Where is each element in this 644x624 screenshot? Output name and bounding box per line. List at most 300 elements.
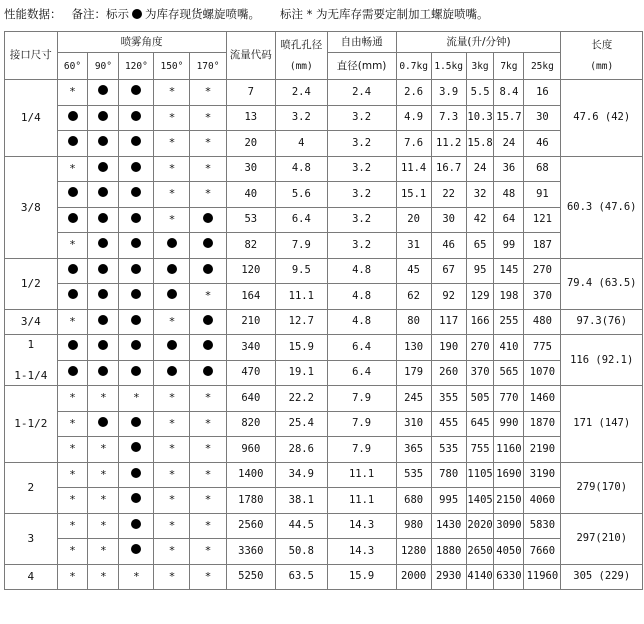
table-row [5,488,643,514]
custom-star-mark: * [100,391,107,405]
flow-rate-cell: 505 [466,386,494,412]
header-length [561,32,643,80]
spray-angle-cell [88,360,119,386]
flow-rate-cell: 95 [466,258,494,284]
flow-rate-cell: 2650 [466,539,494,565]
header-pressure-3kg: 3kg [466,53,494,80]
flow-rate-cell: 565 [494,360,524,386]
spray-angle-cell [57,258,88,284]
spray-angle-cell [57,156,88,182]
spray-angle-cell [57,386,88,412]
spray-angle-cell [190,131,226,157]
length-cell: 297(210) [561,513,643,564]
connection-size-bottom: 1-1/4 [14,369,48,382]
flow-rate-cell: 1690 [494,462,524,488]
custom-star-mark: * [69,161,76,175]
custom-star-mark: * [69,493,76,507]
flow-rate-cell: 45 [396,258,431,284]
spray-angle-cell [88,131,119,157]
custom-star-mark: * [205,187,211,201]
flow-rate-cell: 6330 [494,564,524,590]
custom-star-mark: * [69,238,76,252]
spray-angle-cell [154,284,190,310]
flow-code-cell: 470 [226,360,275,386]
flow-rate-cell: 370 [466,360,494,386]
table-row [5,539,643,565]
spray-angle-cell [190,105,226,131]
spray-angle-cell [88,182,119,208]
flow-rate-cell: 16.7 [431,156,466,182]
flow-code-cell: 340 [226,335,275,361]
flow-rate-cell: 5.5 [466,80,494,106]
orifice-cell: 5.6 [276,182,328,208]
spray-angle-cell [154,335,190,361]
spray-angle-cell [190,182,226,208]
free-passage-cell: 14.3 [327,539,396,565]
spray-angle-cell [88,437,119,463]
spray-angle-cell [154,513,190,539]
connection-size-cell: 2 [5,462,58,513]
spray-angle-cell [57,488,88,514]
spray-angle-cell [88,513,119,539]
spray-angle-cell [57,233,88,259]
spray-angle-cell [154,462,190,488]
stock-dot-icon [131,111,141,121]
header-flow-code: 流量代码 [226,32,275,80]
connection-size-top: 1 [27,338,35,351]
flow-rate-cell: 2190 [524,437,561,463]
spray-angle-cell [119,233,154,259]
table-row [5,182,643,208]
flow-rate-cell: 310 [396,411,431,437]
length-cell: 97.3(76) [561,309,643,335]
flow-rate-cell: 166 [466,309,494,335]
spray-angle-cell [88,539,119,565]
flow-rate-cell: 365 [396,437,431,463]
flow-rate-cell: 775 [524,335,561,361]
performance-note [4,3,489,25]
stock-dot-icon [131,366,141,376]
spray-angle-cell [154,488,190,514]
flow-rate-cell: 535 [431,437,466,463]
orifice-cell: 9.5 [276,258,328,284]
spray-angle-cell [57,564,88,590]
orifice-cell: 3.2 [276,105,328,131]
flow-code-cell: 820 [226,411,275,437]
flow-rate-cell: 270 [466,335,494,361]
flow-code-cell: 1400 [226,462,275,488]
header-angle-90: 90° [88,53,119,80]
note-remark-prefix: 备注：标示 [71,7,129,21]
spray-angle-cell [190,488,226,514]
custom-star-mark: * [169,136,175,150]
custom-star-mark: * [100,518,107,532]
flow-rate-cell: 995 [431,488,466,514]
spray-angle-cell [119,207,154,233]
spray-angle-cell [119,258,154,284]
custom-star-mark: * [205,416,211,430]
spray-angle-cell [57,182,88,208]
flow-rate-cell: 145 [494,258,524,284]
flow-rate-cell: 46 [524,131,561,157]
flow-rate-cell: 4140 [466,564,494,590]
orifice-cell: 6.4 [276,207,328,233]
spray-angle-cell [154,564,190,590]
flow-rate-cell: 67 [431,258,466,284]
spray-angle-cell [119,488,154,514]
table-row [5,105,643,131]
spray-angle-cell [119,335,154,361]
spray-angle-cell [154,258,190,284]
note-remark-suffix: 为库存现货螺旋喷嘴。 [145,7,260,21]
stock-dot-icon [98,315,108,325]
custom-star-mark: * [205,161,211,175]
stock-dot-icon [131,187,141,197]
stock-dot-icon [98,136,108,146]
spray-angle-cell [154,360,190,386]
orifice-cell: 7.9 [276,233,328,259]
header-pressure-25kg: 25kg [524,53,561,80]
connection-size-cell: 1-1/2 [5,386,58,463]
spray-angle-cell [57,462,88,488]
header-flow-rate: 流量(升/分钟) [396,32,561,53]
spray-angle-cell [88,80,119,106]
stock-dot-icon [131,417,141,427]
spray-angle-cell [57,207,88,233]
stock-dot-icon [167,289,177,299]
stock-dot-icon [132,9,142,19]
spray-angle-cell [119,360,154,386]
flow-rate-cell: 270 [524,258,561,284]
stock-dot-icon [131,315,141,325]
table-row [5,437,643,463]
flow-rate-cell: 31 [396,233,431,259]
stock-dot-icon [68,264,78,274]
spray-angle-cell [154,233,190,259]
flow-rate-cell: 130 [396,335,431,361]
custom-star-mark: * [69,391,76,405]
spray-angle-cell [88,207,119,233]
header-pressure-7kg: 7kg [494,53,524,80]
flow-rate-cell: 455 [431,411,466,437]
table-row [5,284,643,310]
flow-rate-cell: 4.9 [396,105,431,131]
length-cell: 305 (229) [561,564,643,590]
custom-star-mark: * [169,569,175,583]
orifice-cell: 22.2 [276,386,328,412]
stock-dot-icon [167,238,177,248]
flow-rate-cell: 480 [524,309,561,335]
flow-rate-cell: 1105 [466,462,494,488]
flow-rate-cell: 3.9 [431,80,466,106]
custom-star-mark: * [100,569,107,583]
custom-star-mark: * [100,544,107,558]
flow-rate-cell: 1430 [431,513,466,539]
stock-dot-icon [68,136,78,146]
custom-star-mark: * [205,467,211,481]
flow-rate-cell: 16 [524,80,561,106]
header-length-unit: (mm) [590,60,614,72]
header-angle-120: 120° [119,53,154,80]
connection-size-cell: 1/4 [5,80,58,157]
stock-dot-icon [131,213,141,223]
free-passage-cell: 3.2 [327,207,396,233]
orifice-cell: 34.9 [276,462,328,488]
custom-star-mark: * [169,110,175,124]
table-row [5,207,643,233]
flow-rate-cell: 2150 [494,488,524,514]
stock-dot-icon [68,213,78,223]
stock-dot-icon [131,238,141,248]
free-passage-cell: 3.2 [327,105,396,131]
free-passage-cell: 11.1 [327,488,396,514]
flow-code-cell: 5250 [226,564,275,590]
stock-dot-icon [98,366,108,376]
spray-angle-cell [57,513,88,539]
spray-angle-cell [88,233,119,259]
flow-rate-cell: 770 [494,386,524,412]
stock-dot-icon [131,442,141,452]
orifice-cell: 44.5 [276,513,328,539]
stock-dot-icon [167,366,177,376]
header-pressure-0-7kg: 0.7kg [396,53,431,80]
custom-star-mark: * [69,314,76,328]
spray-angle-cell [88,335,119,361]
flow-rate-cell: 1280 [396,539,431,565]
header-spray-angle: 喷雾角度 [57,32,226,53]
custom-star-mark: * [169,161,175,175]
flow-rate-cell: 11960 [524,564,561,590]
header-connection-size: 接口尺寸 [5,32,58,80]
custom-star-mark: * [205,569,211,583]
table-row [5,386,643,412]
spray-angle-cell [154,156,190,182]
spray-angle-cell [119,437,154,463]
header-orifice-label: 喷孔孔径 [280,38,323,51]
free-passage-cell: 11.1 [327,462,396,488]
spray-angle-cell [119,309,154,335]
orifice-cell: 11.1 [276,284,328,310]
spray-angle-cell [154,105,190,131]
orifice-cell: 19.1 [276,360,328,386]
table-row [5,335,643,361]
flow-rate-cell: 24 [494,131,524,157]
spray-angle-cell [88,564,119,590]
connection-size-cell: 3/8 [5,156,58,258]
flow-rate-cell: 7.3 [431,105,466,131]
custom-star-mark: * [100,467,107,481]
flow-rate-cell: 3190 [524,462,561,488]
spray-angle-cell [88,105,119,131]
spray-angle-cell [190,309,226,335]
length-cell: 79.4 (63.5) [561,258,643,309]
flow-code-cell: 640 [226,386,275,412]
spray-angle-cell [57,105,88,131]
spray-angle-cell [154,80,190,106]
connection-size-cell: 3/4 [5,309,58,335]
custom-star-mark: * [169,212,175,226]
note-title: 性能数据： [4,7,62,21]
stock-dot-icon [131,519,141,529]
free-passage-cell: 3.2 [327,131,396,157]
stock-dot-icon [68,340,78,350]
stock-dot-icon [98,417,108,427]
custom-star-mark: * [169,314,175,328]
flow-rate-cell: 15.8 [466,131,494,157]
flow-rate-cell: 10.3 [466,105,494,131]
spray-angle-cell [154,182,190,208]
stock-dot-icon [131,289,141,299]
spray-angle-cell [154,131,190,157]
stock-dot-icon [131,340,141,350]
flow-rate-cell: 7.6 [396,131,431,157]
stock-dot-icon [131,85,141,95]
spray-angle-cell [119,284,154,310]
custom-star-mark: * [205,442,211,456]
custom-star-mark: * [169,442,175,456]
orifice-cell: 28.6 [276,437,328,463]
stock-dot-icon [98,85,108,95]
stock-dot-icon [98,111,108,121]
spray-angle-cell [119,386,154,412]
custom-star-mark: * [169,391,175,405]
custom-star-mark: * [205,493,211,507]
custom-star-mark: * [169,544,175,558]
length-cell: 47.6 (42) [561,80,643,157]
spray-angle-cell [154,411,190,437]
custom-star-mark: * [169,518,175,532]
spray-angle-cell [190,513,226,539]
spray-angle-cell [119,462,154,488]
table-row [5,411,643,437]
stock-dot-icon [203,366,213,376]
header-angle-150: 150° [154,53,190,80]
flow-rate-cell: 2.6 [396,80,431,106]
custom-star-mark: * [69,85,76,99]
flow-rate-cell: 260 [431,360,466,386]
flow-rate-cell: 1870 [524,411,561,437]
spray-angle-cell [154,309,190,335]
table-row [5,156,643,182]
stock-dot-icon [203,264,213,274]
spray-angle-cell [88,386,119,412]
flow-code-cell: 960 [226,437,275,463]
free-passage-cell: 4.8 [327,258,396,284]
spray-angle-cell [57,309,88,335]
stock-dot-icon [68,289,78,299]
stock-dot-icon [98,162,108,172]
flow-rate-cell: 46 [431,233,466,259]
flow-rate-cell: 24 [466,156,494,182]
nozzle-spec-table [4,31,643,590]
table-row [5,462,643,488]
spray-angle-cell [119,131,154,157]
flow-code-cell: 82 [226,233,275,259]
flow-rate-cell: 5830 [524,513,561,539]
flow-code-cell: 164 [226,284,275,310]
flow-rate-cell: 20 [396,207,431,233]
flow-code-cell: 20 [226,131,275,157]
stock-dot-icon [167,264,177,274]
spray-angle-cell [154,386,190,412]
custom-star-mark: * [205,391,211,405]
stock-dot-icon [203,238,213,248]
flow-rate-cell: 15.1 [396,182,431,208]
custom-star-mark: * [205,289,211,303]
orifice-cell: 4.8 [276,156,328,182]
flow-rate-cell: 11.2 [431,131,466,157]
flow-code-cell: 7 [226,80,275,106]
custom-star-mark: * [169,467,175,481]
flow-rate-cell: 255 [494,309,524,335]
custom-star-mark: * [100,493,107,507]
spray-angle-cell [119,105,154,131]
stock-dot-icon [98,187,108,197]
flow-rate-cell: 1405 [466,488,494,514]
spray-angle-cell [119,411,154,437]
custom-star-mark: * [205,110,211,124]
table-row [5,80,643,106]
free-passage-cell: 7.9 [327,411,396,437]
stock-dot-icon [203,315,213,325]
spray-angle-cell [88,462,119,488]
spray-angle-cell [190,564,226,590]
spray-angle-cell [88,488,119,514]
custom-star-mark: * [100,442,107,456]
orifice-cell: 38.1 [276,488,328,514]
flow-rate-cell: 198 [494,284,524,310]
header-orifice [276,32,328,80]
flow-rate-cell: 15.7 [494,105,524,131]
custom-star-mark: * [169,416,175,430]
flow-code-cell: 53 [226,207,275,233]
spray-angle-cell [190,156,226,182]
custom-star-mark: * [69,467,76,481]
free-passage-cell: 4.8 [327,309,396,335]
note-remark-custom: 标注 * 为无库存需要定制加工螺旋喷嘴。 [280,7,489,21]
spray-angle-cell [190,335,226,361]
orifice-cell: 50.8 [276,539,328,565]
header-orifice-unit: (mm) [289,60,313,72]
spray-angle-cell [190,437,226,463]
custom-star-mark: * [169,493,175,507]
flow-code-cell: 30 [226,156,275,182]
spray-angle-cell [88,411,119,437]
flow-rate-cell: 1160 [494,437,524,463]
flow-rate-cell: 42 [466,207,494,233]
flow-rate-cell: 780 [431,462,466,488]
spray-angle-cell [154,437,190,463]
header-angle-60: 60° [57,53,88,80]
flow-rate-cell: 755 [466,437,494,463]
flow-rate-cell: 8.4 [494,80,524,106]
flow-rate-cell: 2930 [431,564,466,590]
spray-angle-cell [57,411,88,437]
header-free-passage-bottom: 直径(mm) [327,53,396,80]
flow-rate-cell: 355 [431,386,466,412]
spray-angle-cell [190,80,226,106]
custom-star-mark: * [205,136,211,150]
table-row [5,258,643,284]
orifice-cell: 4 [276,131,328,157]
custom-star-mark: * [69,442,76,456]
spray-angle-cell [154,539,190,565]
flow-rate-cell: 7660 [524,539,561,565]
flow-rate-cell: 370 [524,284,561,310]
flow-rate-cell: 65 [466,233,494,259]
flow-rate-cell: 1460 [524,386,561,412]
flow-rate-cell: 1070 [524,360,561,386]
